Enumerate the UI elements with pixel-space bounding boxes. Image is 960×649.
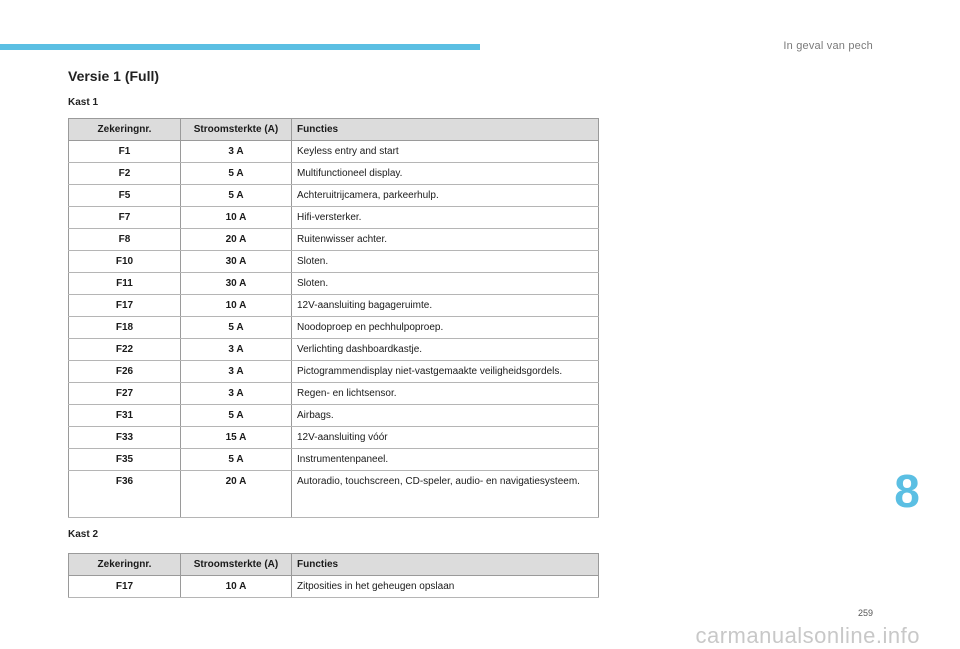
fuse-number: F36 [69, 471, 181, 518]
table-header-row [69, 119, 599, 141]
fuse-number: F2 [69, 163, 181, 185]
table-row [69, 295, 599, 317]
fuse-number: F31 [69, 405, 181, 427]
fuse-number: F17 [69, 295, 181, 317]
fuse-amperage: 3 A [181, 141, 292, 163]
fuse-function: 12V-aansluiting bagageruimte. [292, 295, 599, 317]
fuse-amperage: 20 A [181, 471, 292, 518]
table-row [69, 273, 599, 295]
column-header-fuse-number: Zekeringnr. [69, 554, 181, 576]
table-row [69, 383, 599, 405]
table-row [69, 471, 599, 518]
table-row [69, 229, 599, 251]
fuse-function: Pictogrammendisplay niet-vastgemaakte veiligheidsgordels. [292, 361, 599, 383]
fuse-number: F10 [69, 251, 181, 273]
fuse-amperage: 10 A [181, 207, 292, 229]
table-row [69, 576, 599, 598]
fuse-amperage: 15 A [181, 427, 292, 449]
fuse-number: F7 [69, 207, 181, 229]
fuse-function: Zitposities in het geheugen opslaan [292, 576, 599, 598]
kast2-fuse-table [68, 553, 599, 598]
fuse-number: F17 [69, 576, 181, 598]
fuse-amperage: 5 A [181, 163, 292, 185]
fuse-amperage: 30 A [181, 273, 292, 295]
table-row [69, 405, 599, 427]
fuse-function: Autoradio, touchscreen, CD-speler, audio- en navigatiesysteem. [292, 471, 599, 518]
fuse-function: 12V-aansluiting vóór [292, 427, 599, 449]
page-number: 259 [857, 608, 873, 618]
fuse-number: F8 [69, 229, 181, 251]
table-row [69, 427, 599, 449]
fuse-amperage: 5 A [181, 185, 292, 207]
fuse-function: Hifi-versterker. [292, 207, 599, 229]
table-row [69, 361, 599, 383]
table-row [69, 141, 599, 163]
fuse-number: F35 [69, 449, 181, 471]
section-title: Versie 1 (Full) [68, 68, 160, 84]
fuse-amperage: 30 A [181, 251, 292, 273]
fuse-number: F26 [69, 361, 181, 383]
fuse-function: Keyless entry and start [292, 141, 599, 163]
fuse-amperage: 5 A [181, 405, 292, 427]
column-header-amperage: Stroomsterkte (A) [181, 554, 292, 576]
chapter-number-tab: 8 [894, 465, 920, 517]
fuse-number: F5 [69, 185, 181, 207]
fuse-amperage: 5 A [181, 317, 292, 339]
table-row [69, 449, 599, 471]
fuse-function: Ruitenwisser achter. [292, 229, 599, 251]
kast1-label: Kast 1 [68, 97, 99, 108]
column-header-functions: Functies [292, 119, 599, 141]
fuse-amperage: 10 A [181, 576, 292, 598]
fuse-amperage: 3 A [181, 361, 292, 383]
kast2-label: Kast 2 [68, 529, 99, 540]
fuse-amperage: 3 A [181, 383, 292, 405]
table-row [69, 339, 599, 361]
fuse-amperage: 20 A [181, 229, 292, 251]
fuse-function: Achteruitrijcamera, parkeerhulp. [292, 185, 599, 207]
fuse-number: F27 [69, 383, 181, 405]
table-row [69, 251, 599, 273]
fuse-number: F11 [69, 273, 181, 295]
fuse-amperage: 10 A [181, 295, 292, 317]
column-header-functions: Functies [292, 554, 599, 576]
header-accent-bar [0, 44, 480, 50]
fuse-function: Instrumentenpaneel. [292, 449, 599, 471]
kast1-fuse-table [68, 118, 599, 518]
fuse-function: Sloten. [292, 251, 599, 273]
table-header-row [69, 554, 599, 576]
table-row [69, 317, 599, 339]
table-row [69, 207, 599, 229]
fuse-function: Noodoproep en pechhulpoproep. [292, 317, 599, 339]
column-header-amperage: Stroomsterkte (A) [181, 119, 292, 141]
fuse-function: Verlichting dashboardkastje. [292, 339, 599, 361]
fuse-amperage: 5 A [181, 449, 292, 471]
watermark-text: carmanualsonline.info [695, 623, 920, 648]
column-header-fuse-number: Zekeringnr. [69, 119, 181, 141]
fuse-function: Multifunctioneel display. [292, 163, 599, 185]
table-row [69, 185, 599, 207]
fuse-number: F33 [69, 427, 181, 449]
fuse-function: Sloten. [292, 273, 599, 295]
fuse-function: Airbags. [292, 405, 599, 427]
fuse-function: Regen- en lichtsensor. [292, 383, 599, 405]
fuse-number: F22 [69, 339, 181, 361]
fuse-amperage: 3 A [181, 339, 292, 361]
table-row [69, 163, 599, 185]
chapter-header-title: In geval van pech [783, 40, 873, 52]
fuse-number: F1 [69, 141, 181, 163]
fuse-number: F18 [69, 317, 181, 339]
